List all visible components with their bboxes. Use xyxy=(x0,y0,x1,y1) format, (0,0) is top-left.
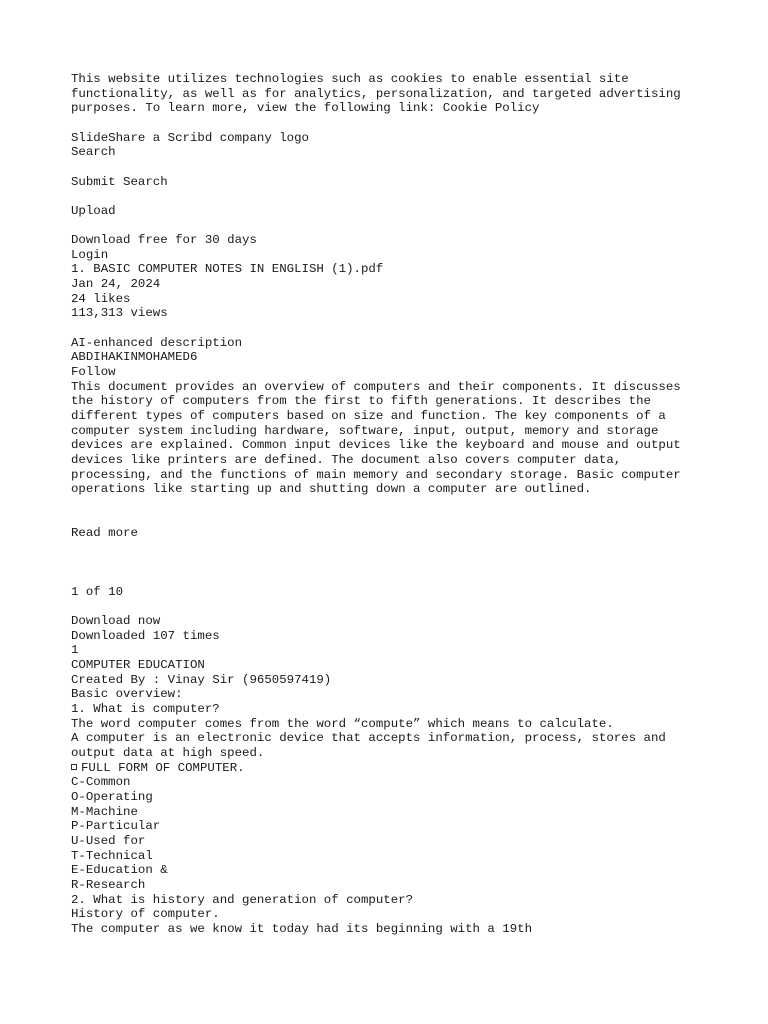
full-form-item: P-Particular xyxy=(71,819,161,834)
download-now-button[interactable]: Download now xyxy=(71,614,161,629)
full-form-heading: FULL FORM OF COMPUTER. xyxy=(81,760,245,775)
full-form-item: U-Used for xyxy=(71,833,146,848)
created-by: Created By : Vinay Sir (9650597419) xyxy=(71,672,332,687)
description-line: devices like printers are defined. The document also covers computer data, xyxy=(71,452,622,467)
answer-line: The word computer comes from the word “compute” which means to calculate. xyxy=(71,716,614,731)
page-content xyxy=(71,72,711,937)
document-title: 1. BASIC COMPUTER NOTES IN ENGLISH (1).pdf xyxy=(71,262,384,277)
question-1: 1. What is computer? xyxy=(71,702,220,717)
answer-line: output data at high speed. xyxy=(71,746,265,761)
full-form-item: T-Technical xyxy=(71,848,153,863)
download-free-button[interactable]: Download free for 30 days xyxy=(71,233,257,248)
content-heading: COMPUTER EDUCATION xyxy=(71,658,205,673)
description-line: different types of computers based on size and function. The key components of a xyxy=(71,409,666,424)
author-link[interactable]: ABDIHAKINMOHAMED6 xyxy=(71,350,198,365)
history-heading: History of computer. xyxy=(71,907,220,922)
question-2: 2. What is history and generation of computer? xyxy=(71,892,414,907)
cookie-notice-line: functionality, as well as for analytics, personalization, and targeted advertising xyxy=(71,86,681,101)
description-line: This document provides an overview of computers and their components. It discusses xyxy=(71,379,681,394)
basic-overview: Basic overview: xyxy=(71,687,183,702)
full-form-heading-line xyxy=(71,761,711,776)
page-number: 1 xyxy=(71,643,79,658)
cookie-notice-text: purposes. To learn more, view the following link: xyxy=(71,101,443,116)
slideshare-logo[interactable]: SlideShare a Scribd company logo xyxy=(71,130,309,145)
cookie-policy-link[interactable]: Cookie Policy xyxy=(442,101,540,116)
page-counter: 1 of 10 xyxy=(71,584,124,599)
login-link[interactable]: Login xyxy=(71,247,109,262)
description-line: devices are explained. Common input devices like the keyboard and mouse and output xyxy=(71,438,681,453)
description-line: operations like starting up and shutting down a computer are outlined. xyxy=(71,482,592,497)
description-line: computer system including hardware, software, input, output, memory and storage xyxy=(71,423,659,438)
document-date: Jan 24, 2024 xyxy=(71,277,161,292)
answer-line: A computer is an electronic device that accepts information, process, stores and xyxy=(71,731,666,746)
read-more-button[interactable]: Read more xyxy=(71,526,138,541)
cookie-notice-line: This website utilizes technologies such as cookies to enable essential site xyxy=(71,72,629,86)
full-form-item: C-Common xyxy=(71,775,131,790)
ai-description-label: AI-enhanced description xyxy=(71,335,243,350)
checkbox-bullet-icon xyxy=(71,764,77,770)
follow-button[interactable]: Follow xyxy=(71,365,116,380)
document-text xyxy=(71,643,711,936)
document-description xyxy=(71,380,711,497)
upload-button[interactable]: Upload xyxy=(71,203,116,218)
submit-search-button[interactable]: Submit Search xyxy=(71,174,168,189)
description-line: processing, and the functions of main memory and secondary storage. Basic computer xyxy=(71,467,681,482)
full-form-item: M-Machine xyxy=(71,804,138,819)
full-form-item: E-Education & xyxy=(71,863,168,878)
views-count: 113,313 views xyxy=(71,306,168,321)
likes-count[interactable]: 24 likes xyxy=(71,291,131,306)
download-count: Downloaded 107 times xyxy=(71,628,220,643)
full-form-item: O-Operating xyxy=(71,790,153,805)
history-line: The computer as we know it today had its beginning with a 19th xyxy=(71,921,533,936)
search-label[interactable]: Search xyxy=(71,145,116,160)
description-line: the history of computers from the first to fifth generations. It describes the xyxy=(71,394,651,409)
full-form-item: R-Research xyxy=(71,877,146,892)
cookie-notice xyxy=(71,72,711,116)
cookie-notice-line xyxy=(71,101,711,116)
